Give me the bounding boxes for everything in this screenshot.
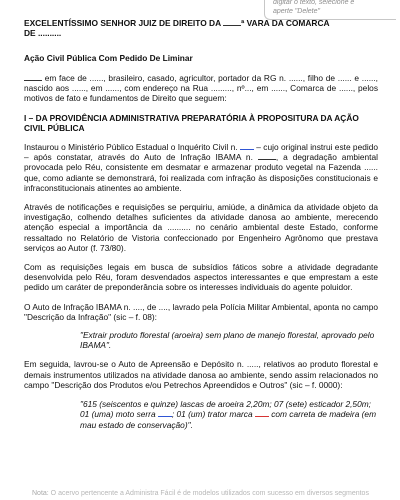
paragraph-infraction-auto: O Auto de Infração IBAMA n. ...., de ...., lavrado pela Polícia Militar Ambiental, aponta no campo "Descrição da Infração" (sic – f. 08): [24,301,378,322]
footer-note [32,489,369,498]
quote-seized-products-part-3: com carreta de madeira (em mau estado de conservação)". [80,409,377,430]
instruction-note [264,0,396,20]
comarca-line: DE .......... [24,28,62,39]
heading-suffix: ª VARA DA COMARCA [241,18,330,28]
intro-text: em face de ......, brasileiro, casado, agricultor, portador da RG n. ......, filho de ...... e ......, nascido aos ......, em ......, com endereço na Rua ........., nº..., em ......, Comarca de ......, pelos motivos de fato e fundamentos de Direito que seguem: [24,73,378,104]
ibama-infraction-number-blank[interactable] [258,159,276,160]
paragraph-inquiry-part-2: – cujo original instrui este pedido – após constatar, através do Auto de Infração IBAMA n. [24,142,378,163]
paragraph-requisitions: Com as requisições legais em busca de subsídios fáticos sobre a atividade degradante desenvolvida pelo Réu, foram desvendados aspectos interessantes e que emprestam a este pedido um caráter de preponderância sobre os interesses individuais do agente poluidor. [24,262,378,293]
paragraph-inquiry-part-1: Instaurou o Ministério Público Estadual o Inquérito Civil n. [24,142,240,153]
section-heading-1: I – DA PROVIDÊNCIA ADMINISTRATIVA PREPARATÓRIA À PROPOSITURA DA AÇÃO CIVIL PÚBLICA [24,112,359,133]
instruction-note-line-2: aperte "Delete" [273,8,320,15]
vara-number-blank[interactable] [223,25,241,26]
paragraph-inquiry [24,142,378,193]
paragraph-notifications: Através de notificações e requisições se perquiriu, amiúde, a dinâmica da atividade objeto da investigação, colhendo detalhes suficientes da atividade danosa ao ambiente, merecendo atenção especial a importância da .......... no cenário ambiental deste Estado, conforme ressaltado no Relatório de Vistoria confeccionado por Engenheiro Agrônomo que prestava serviços ao Autor (f. 73/80). [24,202,378,253]
quote-seized-products-part-2: ; 01 (um) trator marca [171,409,255,420]
heading-prefix: EXCELENTÍSSIMO SENHOR JUIZ DE DIREITO DA [24,18,224,28]
court-heading [24,18,378,39]
chainsaw-brand-blank[interactable] [158,416,172,417]
tractor-brand-blank[interactable] [255,416,269,417]
document-title: Ação Civil Pública Com Pedido De Liminar [24,52,193,63]
petition-content [24,18,378,439]
quote-seized-products [80,399,378,430]
civil-inquiry-number-blank[interactable] [240,149,254,150]
footer-label: Nota: [32,490,49,497]
intro-paragraph [24,73,378,104]
paragraph-seizure-auto: Em seguida, lavrou-se o Auto de Apreensão e Depósito n. ....., relativos ao produto florestal e demais instrumentos utilizados na atividade danosa ao ambiente, sendo assim relacionados no campo "Descrição dos Produtos e/ou Petrechos Apreendidos e Outros" (sic – f. 0000): [24,359,378,390]
paragraph-inquiry-part-3: , a degradação ambiental provocada pelo Réu, consistente em desmatar e armazenar produto vegetal na Fazenda ...... que, como adiante se demonstrará, foi realizada com infração às disposições constitucionais e infraconstitucionais atinentes ao ambiente. [24,152,378,193]
plaintiff-blank[interactable] [24,80,42,81]
footer-text: O acervo pertencente a Administra Fácil é de modelos utilizados com sucesso em diversos segmentos [48,490,369,497]
quote-infraction-description: "Extrair produto florestal (aroeira) sem plano de manejo florestal, aprovado pelo IBAMA". [80,330,375,351]
instruction-note-line-1: digitar o texto, selecione e [273,0,355,6]
quote-seized-products-part-1: "615 (seiscentos e quinze) lascas de aroeira 2,20m; 07 (sete) esticador 2,50m; 01 (uma) moto serra [80,399,371,420]
